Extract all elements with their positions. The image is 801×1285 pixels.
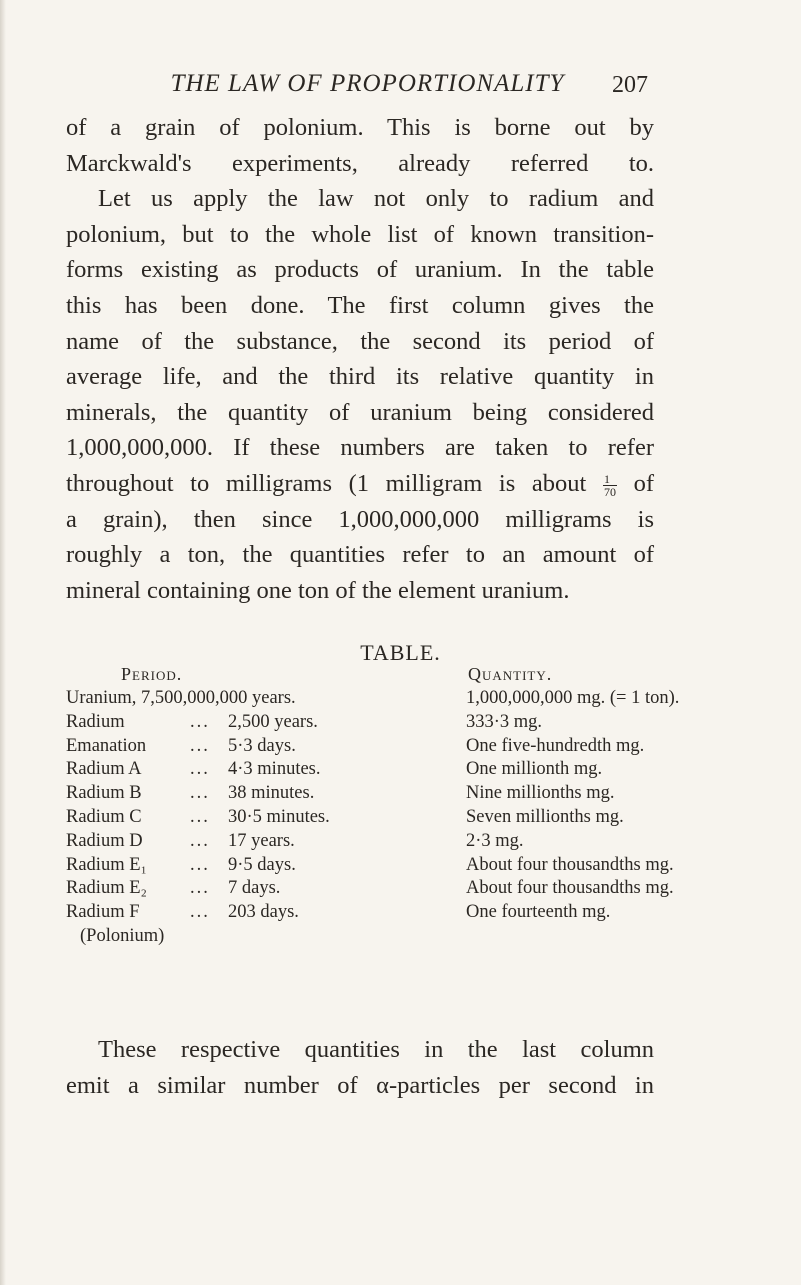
text-line: throughout to milligrams (1 milligram is about (66, 469, 587, 497)
table-row (66, 807, 706, 831)
quantity-cell: 2·3 mg. (466, 830, 524, 851)
text-line: Marckwald's experiments, already referred to. (66, 149, 654, 177)
leader-dots: ... (190, 735, 210, 756)
leader-dots: ... (190, 759, 210, 780)
fraction-numerator: 1 (603, 473, 617, 486)
substance-cell: Radium F (66, 902, 140, 923)
period-cell: 7 days. (228, 878, 281, 899)
table-row (66, 688, 706, 712)
period-cell: 38 minutes. (228, 783, 315, 804)
table-row (66, 736, 706, 760)
quantity-cell: One five-hundredth mg. (466, 735, 645, 756)
table-row (66, 759, 706, 783)
table-row (66, 831, 706, 855)
table-row (66, 878, 706, 902)
text-line: of a grain of polonium. This is borne out by (66, 114, 654, 141)
leader-dots: ... (190, 806, 210, 827)
fraction-denominator: 70 (603, 484, 616, 499)
table-row (66, 783, 706, 807)
leader-dots: ... (190, 783, 210, 804)
quantity-cell: One fourteenth mg. (466, 902, 611, 923)
text-line: forms existing as products of uranium. In the table (66, 256, 654, 284)
period-cell: Uranium, 7,500,000,000 years. (66, 688, 296, 708)
column-header-period: Period. (121, 664, 183, 684)
substance-cell: Radium A (66, 759, 142, 780)
quantity-cell: Nine millionths mg. (466, 783, 615, 804)
page-number: 207 (612, 72, 648, 98)
substance-cell: Radium E₂ (66, 878, 147, 899)
quantity-cell: Seven millionths mg. (466, 806, 624, 827)
leader-dots: ... (190, 711, 210, 732)
period-cell: 5·3 days. (228, 735, 296, 756)
substance-cell: Radium C (66, 806, 142, 827)
text-line: polonium, but to the whole list of known transition- (66, 220, 654, 248)
quantity-cell: 333·3 mg. (466, 711, 543, 732)
table-row (66, 712, 706, 736)
text-line: mineral containing one ton of the element uranium. (66, 576, 570, 604)
leader-dots: ... (190, 878, 210, 899)
text-line: this has been done. The first column gives the (66, 291, 654, 319)
period-cell: 30·5 minutes. (228, 806, 330, 827)
fraction (603, 473, 617, 498)
leader-dots: ... (190, 830, 210, 851)
substance-cell: Radium (66, 711, 125, 732)
quantity-cell: 1,000,000,000 mg. (= 1 ton). (466, 688, 680, 708)
period-cell: 17 years. (228, 830, 295, 851)
period-cell: 2,500 years. (228, 711, 318, 732)
quantity-cell: One millionth mg. (466, 759, 603, 780)
data-table (66, 688, 706, 950)
text-line: emit a similar number of α-particles per second in (66, 1071, 654, 1099)
substance-cell: Radium B (66, 783, 142, 804)
text-line: 1,000,000,000. If these numbers are taken to refer (66, 434, 654, 462)
leader-dots: ... (190, 854, 210, 875)
text-line: These respective quantities in the last column (98, 1036, 654, 1063)
substance-cell: Radium E₁ (66, 854, 147, 875)
table-row (66, 855, 706, 879)
substance-cell: Radium D (66, 830, 143, 851)
text-line: name of the substance, the second its period of (66, 327, 654, 355)
leader-dots: ... (190, 902, 210, 923)
quantity-cell: About four thousandths mg. (466, 854, 674, 875)
table-title: TABLE. (360, 640, 441, 665)
substance-cell: Emanation (66, 735, 147, 756)
text-line: average life, and the third its relative quantity in (66, 363, 654, 391)
text-line: a grain), then since 1,000,000,000 milligrams is (66, 505, 654, 533)
period-cell: 9·5 days. (228, 854, 296, 875)
text-line-with-fraction (66, 466, 654, 502)
table-row (66, 902, 706, 926)
fraction-suffix: of (633, 469, 655, 497)
paragraph-intro (66, 110, 654, 608)
running-head: THE LAW OF PROPORTIONALITY (170, 70, 565, 97)
table-row (66, 926, 706, 950)
quantity-cell: About four thousandths mg. (466, 878, 674, 899)
text-line: roughly a ton, the quantities refer to an amount of (66, 541, 654, 569)
paragraph-continuation (66, 1032, 654, 1103)
period-cell: 203 days. (228, 902, 299, 923)
period-cell: 4·3 minutes. (228, 759, 321, 780)
text-line: Let us apply the law not only to radium and (98, 185, 654, 213)
column-header-quantity: Quantity. (468, 664, 553, 684)
text-line: minerals, the quantity of uranium being considered (66, 398, 654, 426)
substance-cell: (Polonium) (80, 925, 165, 946)
